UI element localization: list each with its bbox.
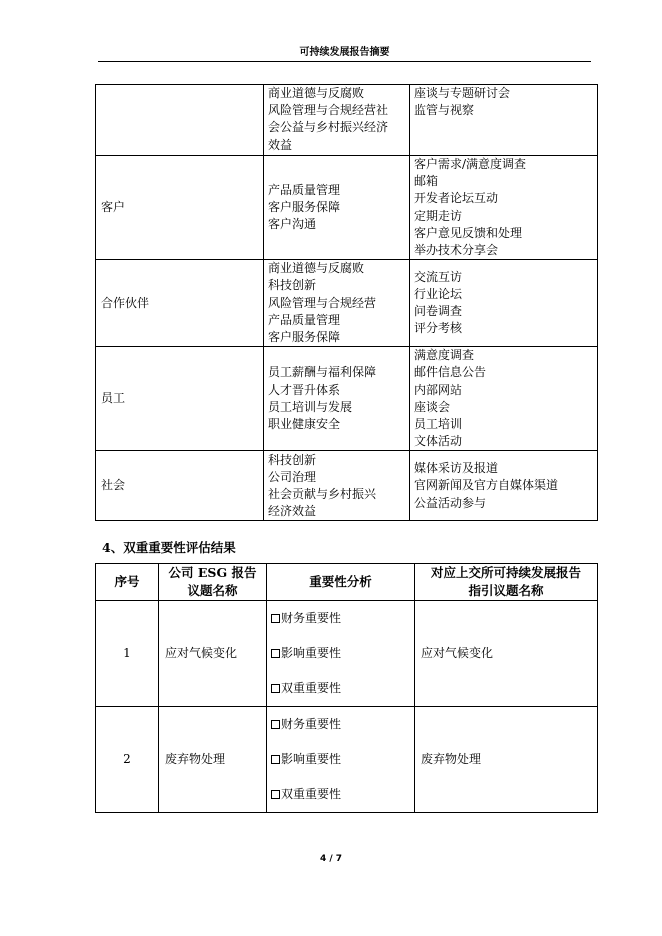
channel-line: 交流互访 bbox=[414, 269, 463, 284]
stakeholder-channels bbox=[410, 260, 598, 347]
table-row bbox=[96, 85, 598, 156]
topic-line: 产品质量管理 bbox=[268, 312, 341, 327]
channel-line: 定期走访 bbox=[414, 208, 463, 223]
checkbox[interactable] bbox=[271, 790, 280, 799]
option-label: 双重重要性 bbox=[281, 787, 342, 801]
table-row bbox=[96, 601, 598, 707]
channel-line: 座谈与专题研讨会 bbox=[414, 86, 511, 100]
topic-line: 人才晋升体系 bbox=[268, 382, 341, 397]
channel-line: 官网新闻及官方自媒体渠道 bbox=[414, 478, 559, 493]
current-page: 4 bbox=[319, 854, 327, 864]
topic-line: 经济效益 bbox=[268, 504, 317, 519]
checkbox[interactable] bbox=[271, 684, 280, 693]
topic-line: 职业健康安全 bbox=[268, 417, 341, 432]
channel-line: 客户需求/满意度调查 bbox=[414, 157, 527, 171]
option-label: 影响重要性 bbox=[281, 752, 342, 766]
channel-line: 内部网站 bbox=[414, 382, 463, 397]
topic-line: 社会贡献与乡村振兴 bbox=[268, 486, 377, 501]
table-header-row bbox=[96, 564, 598, 601]
row-seq: 1 bbox=[96, 601, 159, 707]
stakeholder-topics bbox=[264, 347, 410, 451]
channel-line: 客户意见反馈和处理 bbox=[414, 225, 523, 240]
financial-materiality-option[interactable] bbox=[271, 601, 414, 636]
topic-line: 商业道德与反腐败 bbox=[268, 261, 365, 276]
topic-line: 客户沟通 bbox=[268, 217, 317, 232]
page-header bbox=[98, 44, 591, 62]
stakeholder-group: 社会 bbox=[96, 451, 264, 521]
stakeholder-group: 客户 bbox=[96, 156, 264, 260]
topic-line: 员工培训与发展 bbox=[268, 399, 353, 414]
row-analysis bbox=[267, 601, 415, 707]
channel-line: 邮件信息公告 bbox=[414, 365, 487, 380]
topic-line: 客户服务保障 bbox=[268, 330, 341, 345]
page-number bbox=[0, 853, 662, 865]
topic-line: 风险管理与合规经营社 bbox=[268, 103, 389, 118]
header-line: 指引议题名称 bbox=[468, 583, 544, 598]
row-topic: 废弃物处理 bbox=[159, 707, 267, 813]
stakeholder-channels bbox=[410, 451, 598, 521]
topic-line: 科技创新 bbox=[268, 452, 317, 467]
channel-line: 员工培训 bbox=[414, 417, 463, 432]
stakeholder-channels bbox=[410, 85, 598, 156]
channel-line: 满意度调查 bbox=[414, 348, 475, 363]
financial-materiality-option[interactable] bbox=[271, 707, 414, 742]
channel-line: 监管与视察 bbox=[414, 103, 475, 118]
channel-line: 媒体采访及报道 bbox=[414, 461, 499, 476]
header-title: 可持续发展报告摘要 bbox=[299, 47, 390, 58]
topic-line: 公司治理 bbox=[268, 469, 317, 484]
table-row bbox=[96, 156, 598, 260]
channel-line: 座谈会 bbox=[414, 399, 451, 414]
channel-line: 文体活动 bbox=[414, 434, 463, 449]
channel-line: 行业论坛 bbox=[414, 287, 463, 302]
stakeholder-topics bbox=[264, 451, 410, 521]
channel-line: 举办技术分享会 bbox=[414, 243, 499, 258]
stakeholder-group: 员工 bbox=[96, 347, 264, 451]
checkbox[interactable] bbox=[271, 720, 280, 729]
row-seq: 2 bbox=[96, 707, 159, 813]
row-topic: 应对气候变化 bbox=[159, 601, 267, 707]
channel-line: 公益活动参与 bbox=[414, 495, 487, 510]
column-header-analysis: 重要性分析 bbox=[267, 564, 415, 601]
double-materiality-option[interactable] bbox=[271, 671, 414, 706]
column-header-seq: 序号 bbox=[96, 564, 159, 601]
topic-line: 商业道德与反腐败 bbox=[268, 86, 365, 100]
table-row bbox=[96, 260, 598, 347]
page-separator: / bbox=[329, 854, 333, 864]
column-header-sse-topic bbox=[415, 564, 598, 601]
stakeholder-channels bbox=[410, 347, 598, 451]
column-header-topic bbox=[159, 564, 267, 601]
impact-materiality-option[interactable] bbox=[271, 742, 414, 777]
topic-line: 员工薪酬与福利保障 bbox=[268, 365, 377, 380]
materiality-table bbox=[95, 563, 598, 813]
topic-line: 会公益与乡村振兴经济 bbox=[268, 120, 389, 135]
header-line: 议题名称 bbox=[187, 583, 238, 598]
stakeholder-topics bbox=[264, 260, 410, 347]
channel-line: 开发者论坛互动 bbox=[414, 191, 499, 206]
table-row bbox=[96, 451, 598, 521]
stakeholder-topics bbox=[264, 156, 410, 260]
checkbox[interactable] bbox=[271, 614, 280, 623]
stakeholder-table bbox=[95, 84, 598, 521]
table-row bbox=[96, 347, 598, 451]
stakeholder-topics bbox=[264, 85, 410, 156]
double-materiality-option[interactable] bbox=[271, 777, 414, 812]
topic-line: 风险管理与合规经营 bbox=[268, 295, 377, 310]
option-label: 双重重要性 bbox=[281, 681, 342, 695]
checkbox[interactable] bbox=[271, 649, 280, 658]
header-line: 公司 ESG 报告 bbox=[168, 565, 257, 580]
channel-line: 问卷调查 bbox=[414, 304, 463, 319]
total-pages: 7 bbox=[335, 854, 343, 864]
topic-line: 客户服务保障 bbox=[268, 200, 341, 214]
stakeholder-group bbox=[96, 85, 264, 156]
topic-line: 产品质量管理 bbox=[268, 182, 341, 197]
option-label: 财务重要性 bbox=[281, 717, 342, 731]
topic-line: 效益 bbox=[268, 137, 293, 152]
table-row bbox=[96, 707, 598, 813]
channel-line: 邮箱 bbox=[414, 174, 439, 189]
option-label: 财务重要性 bbox=[281, 611, 342, 625]
header-line: 对应上交所可持续发展报告 bbox=[430, 565, 581, 580]
stakeholder-channels bbox=[410, 156, 598, 260]
row-analysis bbox=[267, 707, 415, 813]
stakeholder-group: 合作伙伴 bbox=[96, 260, 264, 347]
impact-materiality-option[interactable] bbox=[271, 636, 414, 671]
row-sse-topic: 应对气候变化 bbox=[415, 601, 598, 707]
checkbox[interactable] bbox=[271, 755, 280, 764]
topic-line: 科技创新 bbox=[268, 278, 317, 293]
section-title: 4、双重重要性评估结果 bbox=[102, 540, 236, 555]
row-sse-topic: 废弃物处理 bbox=[415, 707, 598, 813]
channel-line: 评分考核 bbox=[414, 321, 463, 336]
option-label: 影响重要性 bbox=[281, 646, 342, 660]
